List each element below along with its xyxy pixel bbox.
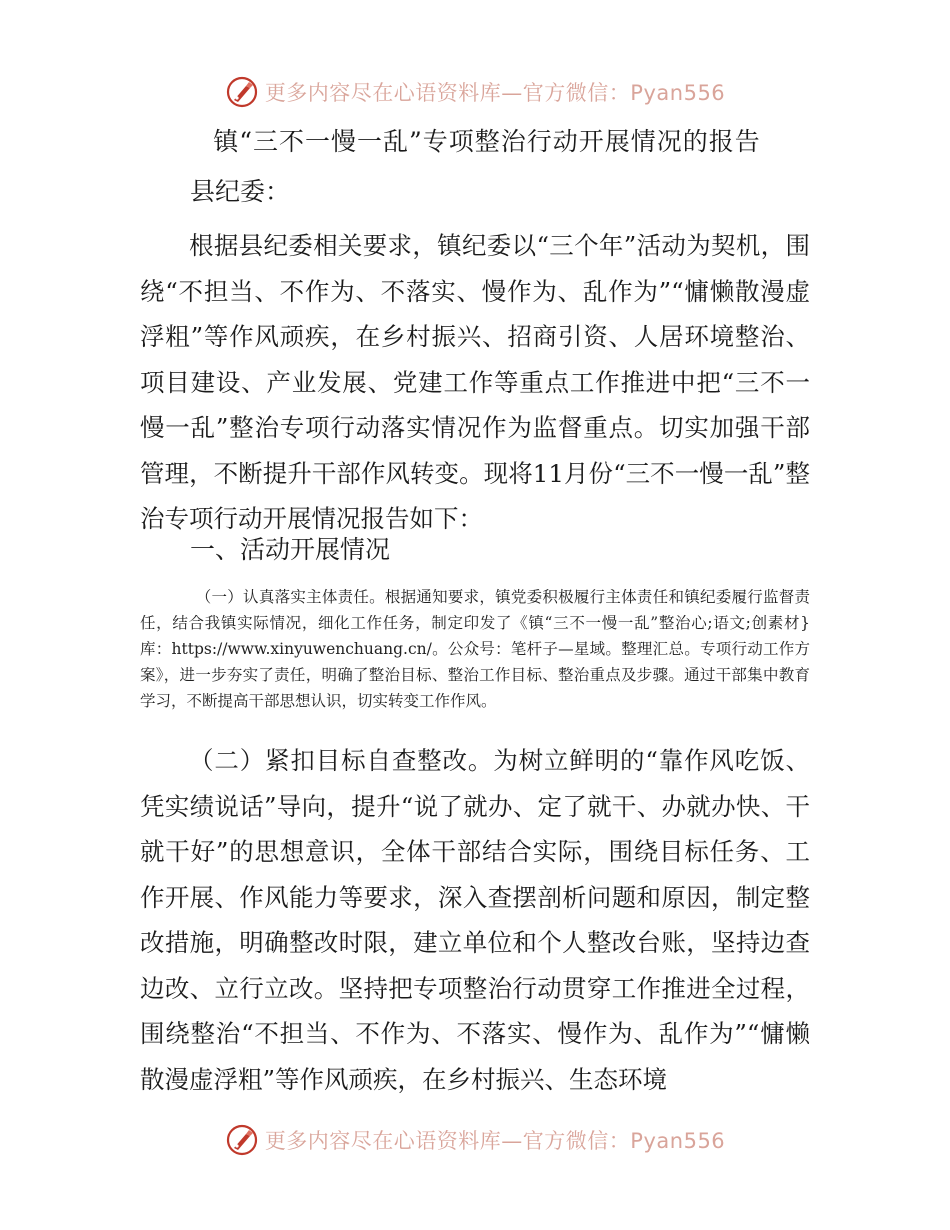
- salutation: 县纪委：: [190, 177, 291, 206]
- body-paragraph-1: 根据县纪委相关要求，镇纪委以“三个年”活动为契机，围绕“不担当、不作为、不落实、慢作为、乱作为”“慵懒散漫虚浮粗”等作风顽疾，在乡村振兴、招商引资、人居环境整治、项目建设、产业发展、党建工作等重点工作推进中把“三不一慢一乱”整治专项行动落实情况作为监督重点。切实加强干部管理，不断提升干部作风转变。现将11月份“三不一慢一乱”整治专项行动开展情况报告如下：: [140, 231, 810, 533]
- pen-nib-logo-icon: [225, 1123, 259, 1157]
- watermark-text: 更多内容尽在心语资料库—官方微信：Pyan556: [264, 81, 726, 105]
- document-title: 镇“三不一慢一乱”专项整治行动开展情况的报告: [213, 127, 761, 156]
- pen-nib-logo-icon: [225, 75, 259, 109]
- body-paragraph-3: （二）紧扣目标自查整改。为树立鲜明的“靠作风吃饭、凭实绩说话”导向，提升“说了就办、定了就干、办就办快、干就干好”的思想意识，全体干部结合实际，围绕目标任务、工作开展、作风能力等要求，深入查摆剖析问题和原因，制定整改措施，明确整改时限，建立单位和个人整改台账，坚持边查边改、立行立改。坚持把专项整治行动贯穿工作推进全过程，围绕整治“不担当、不作为、不落实、慢作为、乱作为”“慵懒散漫虚浮粗”等作风顽疾，在乡村振兴、生态环境: [140, 746, 810, 1094]
- section-heading-1: 一、活动开展情况: [190, 535, 391, 564]
- watermark-header: [0, 72, 950, 112]
- body-paragraph-2: （一）认真落实主体责任。根据通知要求，镇党委积极履行主体责任和镇纪委履行监督责任，结合我镇实际情况，细化工作任务，制定印发了《镇“三不一慢一乱”整治心;语文;创素材}库：https://www.xinyuwenchuang.cn/。公众号：笔杆子—星域。整理汇总。专项行动工作方案》，进一步夯实了责任，明确了整治目标、整治工作目标、整治重点及步骤。通过干部集中教育学习，不断提高干部思想认识，切实转变工作作风。: [140, 588, 810, 710]
- watermark-text: 更多内容尽在心语资料库—官方微信：Pyan556: [264, 1129, 726, 1153]
- watermark-footer: [0, 1120, 950, 1160]
